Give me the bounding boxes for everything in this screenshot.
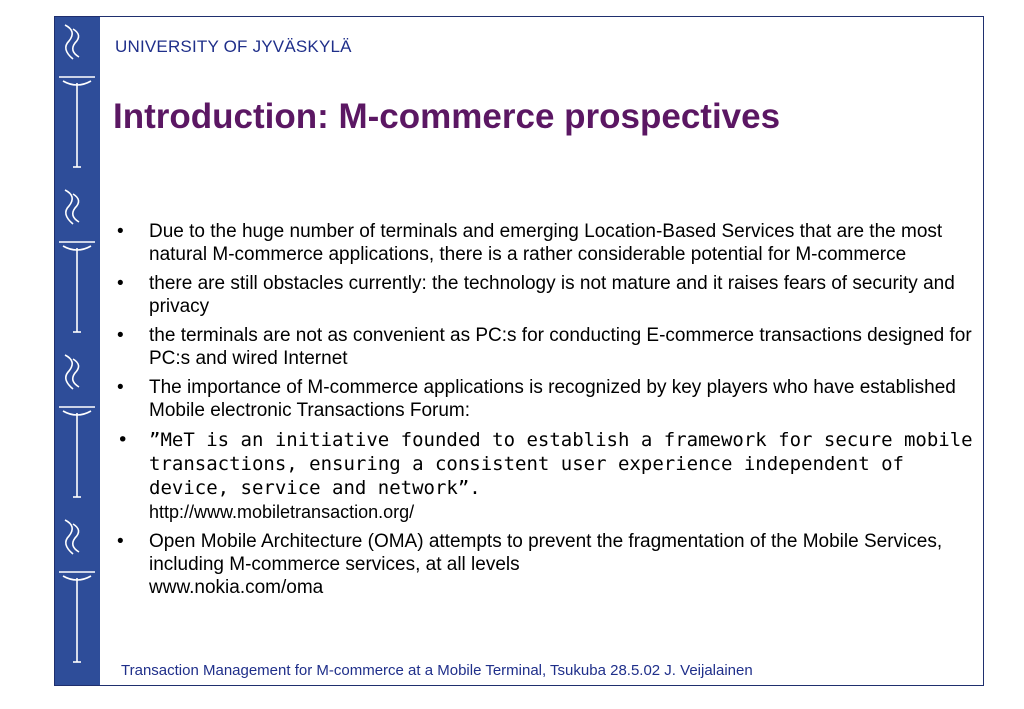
slide-title: Introduction: M-commerce prospectives <box>113 97 781 136</box>
decorative-sidebar <box>55 17 100 685</box>
slide-footer: Transaction Management for M-commerce at a Mobile Terminal, Tsukuba 28.5.02 J. Veijalainen <box>121 662 753 679</box>
oma-link[interactable]: www.nokia.com/oma <box>149 577 324 598</box>
bullet-item <box>113 220 973 266</box>
bullet-icon: • <box>117 273 124 294</box>
bullet-text: Due to the huge number of terminals and emerging Location-Based Services that are the most natural M-commerce applications, there is a rather considerable potential for M-commerce <box>149 221 943 265</box>
bullet-text: Open Mobile Architecture (OMA) attempts to prevent the fragmentation of the Mobile Services, including M-commerce services, at all levels <box>149 531 943 575</box>
bullet-item <box>113 376 973 422</box>
bullet-item <box>113 272 973 318</box>
bullet-text: there are still obstacles currently: the technology is not mature and it raises fears of security and privacy <box>149 273 955 317</box>
bullet-item-quote <box>113 428 973 524</box>
slide <box>54 16 984 686</box>
bullet-icon: • <box>117 531 124 552</box>
bullet-list <box>113 220 973 605</box>
torch-pattern-icon <box>55 17 100 685</box>
met-quote: ”MeT is an initiative founded to establish a framework for secure mobile transactions, ensuring a consistent user experience independent of device, service and network”. <box>149 429 973 499</box>
bullet-item <box>113 324 973 370</box>
bullet-text: The importance of M-commerce applications is recognized by key players who have established Mobile electronic Transactions Forum: <box>149 377 956 421</box>
bullet-icon: • <box>117 221 124 242</box>
bullet-icon: • <box>117 377 124 398</box>
bullet-text: the terminals are not as convenient as PC:s for conducting E-commerce transactions designed for PC:s and wired Internet <box>149 325 972 369</box>
bullet-icon: • <box>117 429 129 451</box>
bullet-icon: • <box>117 325 124 346</box>
bullet-item <box>113 530 973 599</box>
met-link[interactable]: http://www.mobiletransaction.org/ <box>149 502 415 522</box>
university-name: UNIVERSITY OF JYVÄSKYLÄ <box>115 37 352 56</box>
